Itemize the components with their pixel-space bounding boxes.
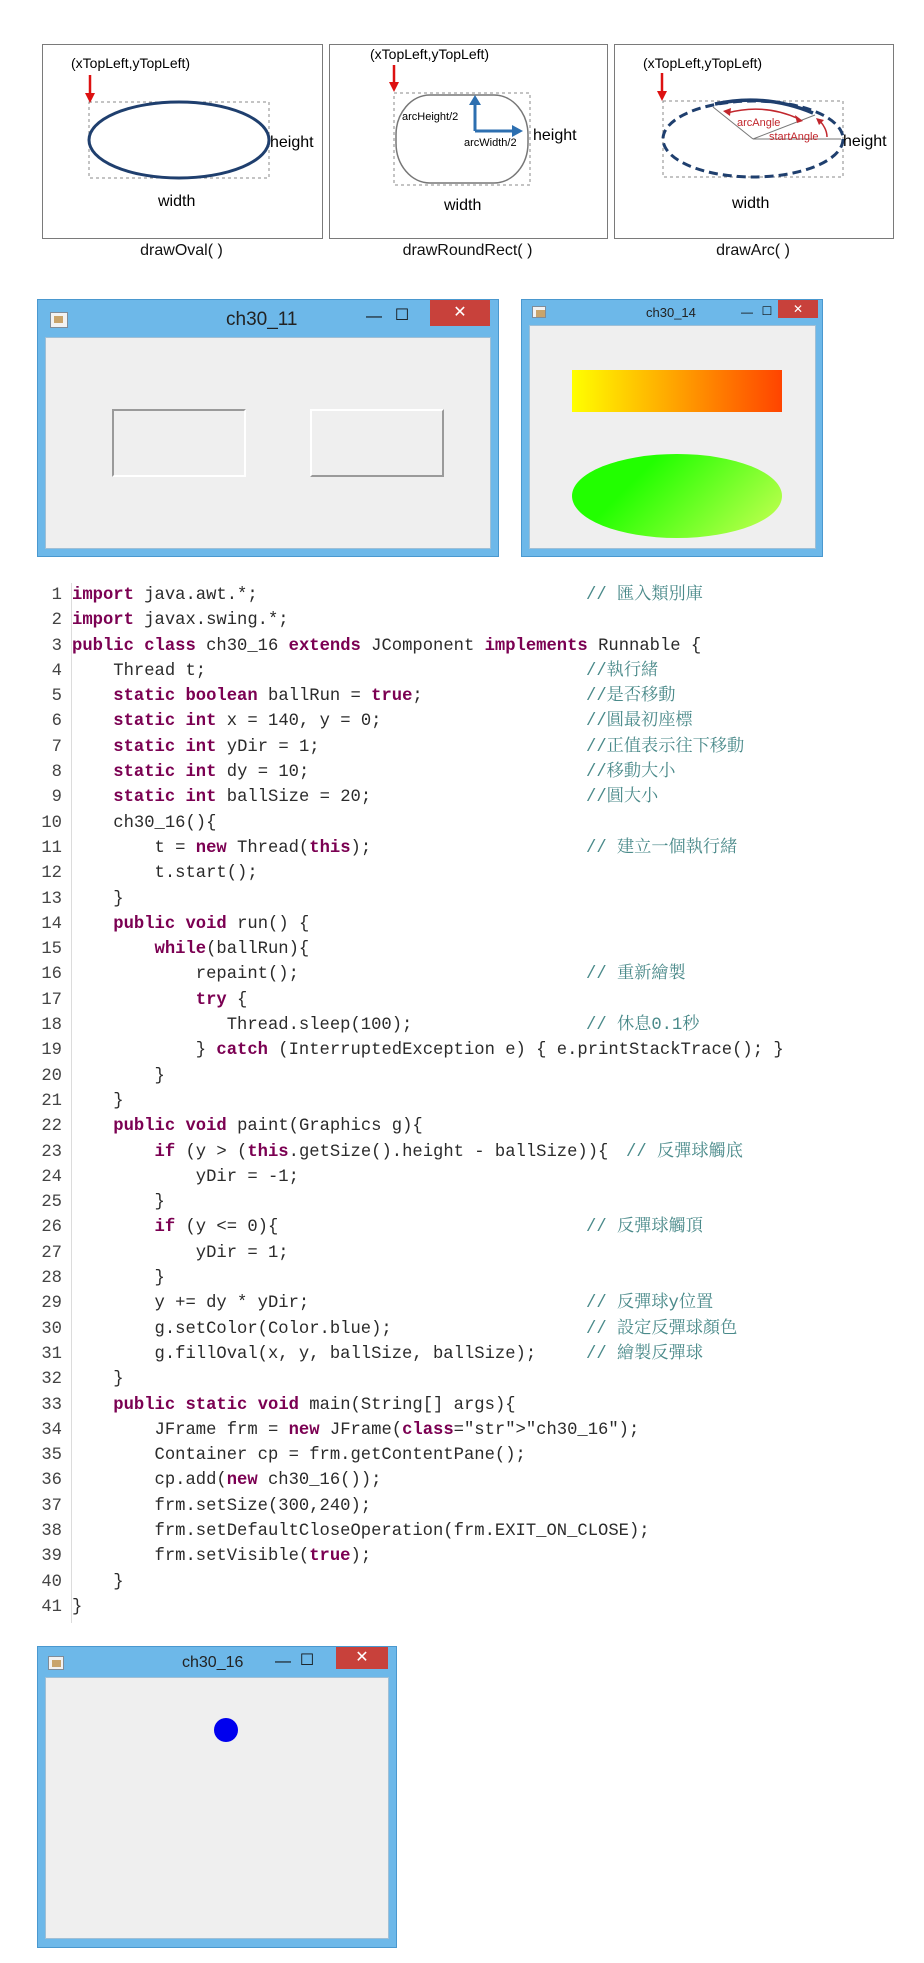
code-text: while(ballRun){ xyxy=(154,940,310,960)
width-label: width xyxy=(158,193,196,210)
java-app-icon xyxy=(48,1656,64,1670)
line-number: 20 xyxy=(41,1066,62,1086)
line-number: 38 xyxy=(41,1521,62,1541)
width-label: width xyxy=(732,195,770,212)
titlebar[interactable] xyxy=(38,1647,396,1677)
line-number: 22 xyxy=(41,1117,62,1137)
code-text: g.setColor(Color.blue); xyxy=(72,1319,392,1339)
code-text: frm.setDefaultCloseOperation(frm.EXIT_ON_CLOSE); xyxy=(72,1521,650,1541)
code-text: public class ch30_16 extends JComponent implements Runnable { xyxy=(72,636,702,656)
code-comment: //正值表示往下移動 xyxy=(586,737,745,757)
line-number: 30 xyxy=(41,1319,62,1339)
code-line xyxy=(36,861,784,886)
window-ch30-16 xyxy=(37,1646,397,1948)
window-ch30-11 xyxy=(37,299,499,557)
java-app-icon xyxy=(532,306,546,318)
code-text: } xyxy=(72,1597,83,1617)
bouncing-ball xyxy=(214,1718,238,1742)
corner-label: (xTopLeft,yTopLeft) xyxy=(370,46,490,62)
drawarc-caption: drawArc( ) xyxy=(716,242,790,259)
line-number: 31 xyxy=(41,1344,62,1364)
code-text: static int x = 140, y = 0; xyxy=(113,712,382,732)
line-number: 28 xyxy=(41,1269,62,1289)
code-line xyxy=(36,1114,784,1139)
code-comment: //移動大小 xyxy=(586,763,676,783)
window-title: ch30_11 xyxy=(226,309,298,330)
close-button[interactable]: ✕ xyxy=(430,300,490,326)
maximize-button[interactable]: ☐ xyxy=(761,304,773,318)
line-number: 18 xyxy=(41,1016,62,1036)
code-line xyxy=(36,887,784,912)
java-app-icon xyxy=(50,312,68,328)
code-text: frm.setVisible(true); xyxy=(72,1547,372,1567)
code-text: } xyxy=(72,1193,165,1213)
code-comment: //執行緒 xyxy=(586,661,659,681)
minimize-button[interactable]: — xyxy=(366,308,382,325)
code-line xyxy=(36,1367,784,1392)
width-label: width xyxy=(444,197,482,214)
line-number: 2 xyxy=(51,611,62,631)
code-line xyxy=(36,608,784,633)
code-text: t.start(); xyxy=(72,864,258,884)
drawoval-caption: drawOval( ) xyxy=(140,242,223,259)
line-number: 37 xyxy=(41,1496,62,1516)
code-text: } xyxy=(72,1572,124,1592)
code-comment: // 反彈球觸頂 xyxy=(586,1218,703,1238)
line-number: 23 xyxy=(41,1142,62,1162)
code-text: frm.setSize(300,240); xyxy=(72,1496,372,1516)
code-text: public void paint(Graphics g){ xyxy=(113,1117,423,1137)
code-comment: // 建立一個執行緒 xyxy=(586,838,738,858)
line-number: 3 xyxy=(51,636,62,656)
line-number: 25 xyxy=(41,1193,62,1213)
code-text: static int yDir = 1; xyxy=(113,737,320,757)
code-line xyxy=(36,1038,784,1063)
line-number: 21 xyxy=(41,1091,62,1111)
code-line xyxy=(36,1013,784,1038)
height-label: height xyxy=(270,134,314,151)
code-text: public void run() { xyxy=(113,914,310,934)
code-text: } xyxy=(72,1066,165,1086)
code-text: JFrame frm = new JFrame(class="str">"ch30_16"); xyxy=(72,1420,640,1440)
code-comment: // 設定反彈球顏色 xyxy=(586,1319,738,1339)
window-ch30-14 xyxy=(521,299,823,557)
code-text: g.fillOval(x, y, ballSize, ballSize); xyxy=(72,1344,537,1364)
code-line xyxy=(36,785,784,810)
line-number: 11 xyxy=(41,838,62,858)
code-text: static boolean ballRun = true; xyxy=(113,687,423,707)
arc-width-label: arcWidth/2 xyxy=(464,137,517,149)
line-number: 4 xyxy=(51,661,62,681)
line-number: 19 xyxy=(41,1041,62,1061)
window-title: ch30_14 xyxy=(646,305,696,320)
code-line xyxy=(36,1570,784,1595)
window-title: ch30_16 xyxy=(182,1654,244,1671)
code-text: } catch (InterruptedException e) { e.printStackTrace(); } xyxy=(72,1041,784,1061)
maximize-button[interactable]: ☐ xyxy=(394,307,410,324)
code-text: } xyxy=(72,1269,165,1289)
window-client-area xyxy=(45,1677,389,1939)
line-number: 12 xyxy=(41,864,62,884)
corner-label: (xTopLeft,yTopLeft) xyxy=(643,55,763,71)
code-text: public static void main(String[] args){ xyxy=(113,1395,516,1415)
code-text: Thread t; xyxy=(72,661,207,681)
titlebar[interactable] xyxy=(522,300,822,326)
code-line xyxy=(36,1317,784,1342)
line-number: 35 xyxy=(41,1446,62,1466)
code-text: yDir = -1; xyxy=(72,1167,299,1187)
minimize-button[interactable]: — xyxy=(741,305,753,319)
code-text: ch30_16(){ xyxy=(72,813,217,833)
line-number: 13 xyxy=(41,889,62,909)
code-line xyxy=(36,1165,784,1190)
line-number: 33 xyxy=(41,1395,62,1415)
code-line xyxy=(36,1393,784,1418)
close-button[interactable]: ✕ xyxy=(336,1647,388,1669)
code-comment: // 休息0.1秒 xyxy=(586,1016,700,1036)
line-number: 9 xyxy=(51,788,62,808)
line-number: 8 xyxy=(51,763,62,783)
code-text: Container cp = frm.getContentPane(); xyxy=(72,1446,526,1466)
line-number: 26 xyxy=(41,1218,62,1238)
code-line xyxy=(36,962,784,987)
code-line xyxy=(36,1266,784,1291)
code-text: yDir = 1; xyxy=(72,1243,289,1263)
line-number: 41 xyxy=(41,1597,62,1617)
code-comment: //是否移動 xyxy=(586,687,676,707)
code-line xyxy=(36,1468,784,1493)
line-number: 32 xyxy=(41,1370,62,1390)
line-number: 14 xyxy=(41,914,62,934)
window-client-area xyxy=(45,337,491,549)
line-number: 40 xyxy=(41,1572,62,1592)
code-line xyxy=(36,659,784,684)
code-line xyxy=(36,811,784,836)
code-comment: //圓大小 xyxy=(586,788,659,808)
code-line xyxy=(36,988,784,1013)
code-text: Thread.sleep(100); xyxy=(72,1016,413,1036)
height-label: height xyxy=(843,133,887,150)
start-angle-label: startAngle xyxy=(769,131,819,143)
code-line xyxy=(36,684,784,709)
code-line xyxy=(36,709,784,734)
line-number: 17 xyxy=(41,990,62,1010)
line-number: 24 xyxy=(41,1167,62,1187)
line-number: 39 xyxy=(41,1547,62,1567)
code-line xyxy=(36,1291,784,1316)
code-comment: // 反彈球觸底 xyxy=(626,1142,743,1162)
code-line xyxy=(36,912,784,937)
height-label: height xyxy=(533,127,577,144)
code-line xyxy=(36,1418,784,1443)
line-number: 15 xyxy=(41,940,62,960)
code-line xyxy=(36,1494,784,1519)
gradient-rectangle xyxy=(572,370,782,412)
code-line xyxy=(36,1342,784,1367)
code-text: } xyxy=(72,1370,124,1390)
code-text: cp.add(new ch30_16()); xyxy=(72,1471,382,1491)
diagram-drawroundrect xyxy=(329,44,608,239)
code-line xyxy=(36,1190,784,1215)
code-line xyxy=(36,760,784,785)
line-number: 36 xyxy=(41,1471,62,1491)
code-line xyxy=(36,836,784,861)
code-text: static int dy = 10; xyxy=(113,763,310,783)
code-line xyxy=(36,1064,784,1089)
code-text: static int ballSize = 20; xyxy=(113,788,372,808)
line-number: 29 xyxy=(41,1294,62,1314)
arc-angle-label: arcAngle xyxy=(737,117,781,129)
line-number: 7 xyxy=(51,737,62,757)
diagram-drawarc xyxy=(614,44,894,239)
code-line xyxy=(36,634,784,659)
line-number: 16 xyxy=(41,965,62,985)
code-text: repaint(); xyxy=(72,965,299,985)
line-number: 6 xyxy=(51,712,62,732)
code-text: t = new Thread(this); xyxy=(72,838,372,858)
code-line xyxy=(36,1519,784,1544)
code-text: import javax.swing.*; xyxy=(72,611,289,631)
code-line xyxy=(36,1443,784,1468)
titlebar[interactable] xyxy=(38,300,498,338)
code-text: import java.awt.*; xyxy=(72,586,258,605)
arc-height-label: arcHeight/2 xyxy=(402,111,459,123)
code-text: if (y > (this.getSize().height - ballSize)){ xyxy=(154,1142,609,1162)
sunken-rect xyxy=(310,409,444,477)
code-text: y += dy * yDir; xyxy=(72,1294,310,1314)
code-comment: // 匯入類別庫 xyxy=(586,586,703,605)
maximize-button[interactable]: ☐ xyxy=(299,1652,315,1669)
close-button[interactable]: ✕ xyxy=(778,300,818,318)
line-number: 5 xyxy=(51,687,62,707)
code-comment: // 反彈球y位置 xyxy=(586,1294,714,1314)
code-comment: // 繪製反彈球 xyxy=(586,1344,703,1364)
code-line xyxy=(36,1089,784,1114)
code-line xyxy=(36,1544,784,1569)
code-listing xyxy=(36,583,784,1620)
code-text: } xyxy=(72,889,124,909)
gradient-oval xyxy=(572,454,782,538)
minimize-button[interactable]: — xyxy=(275,1653,291,1670)
drawroundrect-caption: drawRoundRect( ) xyxy=(402,242,533,259)
code-text: try { xyxy=(195,990,248,1010)
line-number: 27 xyxy=(41,1243,62,1263)
code-text: if (y <= 0){ xyxy=(154,1218,279,1238)
code-line xyxy=(36,937,784,962)
code-line xyxy=(36,1140,784,1165)
line-number: 34 xyxy=(41,1420,62,1440)
raised-rect xyxy=(112,409,246,477)
code-comment: //圓最初座標 xyxy=(586,712,693,732)
code-line xyxy=(36,1241,784,1266)
window-client-area xyxy=(529,325,816,549)
code-line xyxy=(36,1595,784,1620)
diagram-drawoval xyxy=(42,44,323,239)
line-number: 10 xyxy=(41,813,62,833)
code-line xyxy=(36,1215,784,1240)
code-line xyxy=(36,583,784,608)
corner-label: (xTopLeft,yTopLeft) xyxy=(71,55,191,71)
line-number: 1 xyxy=(51,586,62,605)
code-text: } xyxy=(72,1091,124,1111)
code-line xyxy=(36,735,784,760)
code-comment: // 重新繪製 xyxy=(586,965,686,985)
